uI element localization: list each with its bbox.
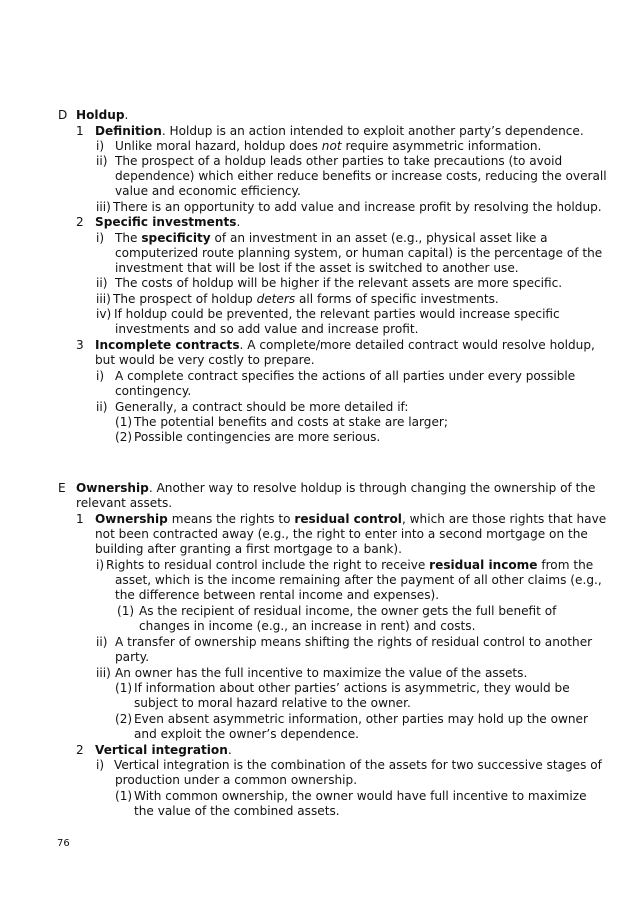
sub-label: i) [96,369,105,383]
section-d-title-line: Holdup. [76,108,129,122]
section-e-letter: E [58,481,66,495]
subsub-label: (2) [115,712,133,726]
sub-text: production under a common ownership. [115,773,358,787]
subsub-text: subject to moral hazard relative to the owner. [134,696,411,710]
subsub-label: (1) [115,681,133,695]
subsub-label: (1) [117,604,135,618]
sub-text: computerized route planning system, or human capital) is the percentage of the [115,246,603,260]
page-number: 76 [57,838,70,849]
sub-text: dependence) which either reduce benefits or increase costs, reducing the overall [115,169,607,183]
sub-text: The prospect of holdup deters all forms of specific investments. [113,292,499,306]
item-text: not been contracted away (e.g., the right to enter into a second mortgage on the [95,527,588,541]
sub-label: iv) [96,307,112,321]
subsub-text: The potential benefits and costs at stake are larger; [134,415,448,429]
sub-text: Vertical integration is the combination of the assets for two successive stages of [114,758,602,772]
subsub-text: changes in income (e.g., an increase in rent) and costs. [139,619,476,633]
sub-text: party. [115,650,150,664]
subsub-text: Possible contingencies are more serious. [134,430,381,444]
item-text: but would be very costly to prepare. [95,353,315,367]
sub-text: If holdup could be prevented, the relevant parties would increase specific [114,307,560,321]
subsub-label: (2) [115,430,133,444]
sub-label: iii) [96,666,111,680]
term-residual-income: residual income [429,558,538,572]
emphasis-not: not [321,139,342,153]
term-residual-control: residual control [294,512,402,526]
incomplete-contracts-heading: Incomplete contracts [95,338,240,352]
sub-label: i) [96,558,105,572]
sub-label: i) [96,758,105,772]
section-e-title: Ownership [76,481,149,495]
sub-text: Generally, a contract should be more detailed if: [115,400,409,414]
section-e-title-line: Ownership. Another way to resolve holdup is through changing the ownership of the [76,481,596,495]
definition-line: Definition. Holdup is an action intended to exploit another party’s dependence. [95,124,584,138]
subsub-text: With common ownership, the owner would have full incentive to maximize [134,789,587,803]
sub-text: The prospect of a holdup leads other parties to take precautions (to avoid [115,154,563,168]
sub-label: ii) [96,276,108,290]
section-text: relevant assets. [76,496,173,510]
subsub-label: (1) [115,415,133,429]
sub-text: A transfer of ownership means shifting the rights of residual control to another [115,635,593,649]
specific-investments-line: Specific investments. [95,215,241,229]
sub-text: There is an opportunity to add value and increase profit by resolving the holdup. [113,200,602,214]
term-specificity: specificity [141,231,211,245]
sub-label: ii) [96,154,108,168]
sub-label: ii) [96,400,108,414]
sub-text: contingency. [115,384,192,398]
item-number: 3 [76,338,84,352]
incomplete-contracts-line: Incomplete contracts. A complete/more detailed contract would resolve holdup, [95,338,595,352]
section-d-title: Holdup [76,108,125,122]
sub-text: The specificity of an investment in an asset (e.g., physical asset like a [115,231,548,245]
item-number: 2 [76,743,84,757]
subsub-text: If information about other parties’ actions is asymmetric, they would be [134,681,570,695]
sub-text: The costs of holdup will be higher if the relevant assets are more specific. [115,276,563,290]
sub-label: i) [96,139,105,153]
sub-label: i) [96,231,105,245]
sub-label: ii) [96,635,108,649]
subsub-text: Even absent asymmetric information, other parties may hold up the owner [134,712,588,726]
subsub-text: As the recipient of residual income, the owner gets the full benefit of [139,604,557,618]
sub-text: A complete contract specifies the actions of all parties under every possible [115,369,576,383]
sub-text: An owner has the full incentive to maximize the value of the assets. [115,666,528,680]
definition-heading: Definition [95,124,162,138]
subsub-label: (1) [115,789,133,803]
vertical-integration-heading: Vertical integration [95,743,228,757]
section-d-letter: D [58,108,68,122]
item-number: 1 [76,512,84,526]
subsub-text: the value of the combined assets. [134,804,340,818]
item-number: 2 [76,215,84,229]
sub-label: iii) [96,292,111,306]
ownership-heading: Ownership [95,512,168,526]
sub-label: iii) [96,200,111,214]
sub-text: investment that will be lost if the asset is switched to another use. [115,261,519,275]
subsub-text: and exploit the owner’s dependence. [134,727,360,741]
item-number: 1 [76,124,84,138]
vertical-integration-line: Vertical integration. [95,743,232,757]
sub-text: asset, which is the income remaining after the payment of all other claims (e.g., [115,573,602,587]
specific-investments-heading: Specific investments [95,215,237,229]
sub-text: investments and so add value and increase profit. [115,322,419,336]
sub-text: the difference between rental income and expenses). [115,588,440,602]
ownership-line: Ownership means the rights to residual control, which are those rights that have [95,512,607,526]
sub-text: value and economic efficiency. [115,184,301,198]
sub-text: Unlike moral hazard, holdup does not require asymmetric information. [115,139,542,153]
sub-text: Rights to residual control include the right to receive residual income from the [106,558,594,572]
item-text: building after granting a first mortgage to a bank). [95,542,402,556]
emphasis-deters: deters [256,292,296,306]
